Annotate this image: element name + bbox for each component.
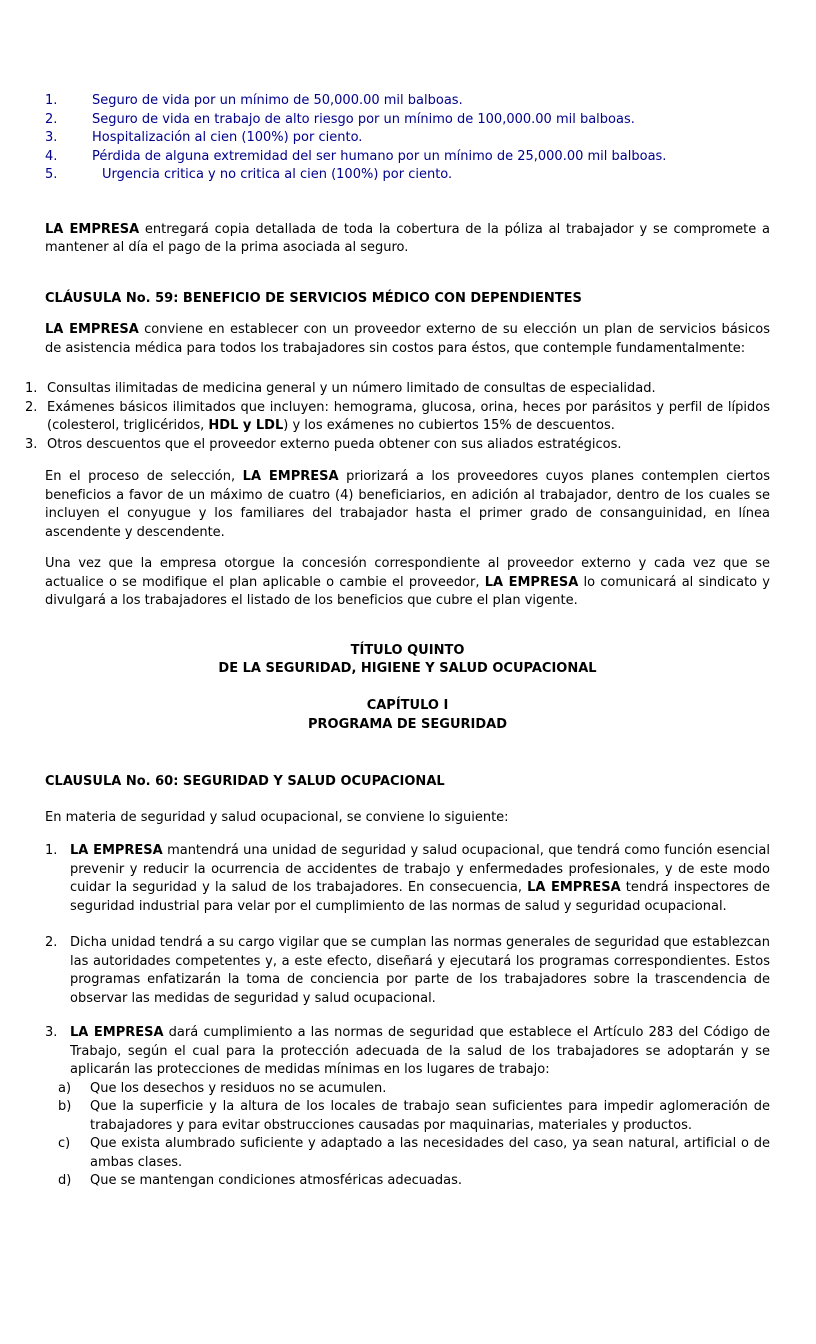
- list-item-text: Pérdida de alguna extremidad del ser humano por un mínimo de 25,000.00 mil balboas.: [92, 148, 667, 164]
- title-line: DE LA SEGURIDAD, HIGIENE Y SALUD OCUPACIONAL: [218, 661, 597, 676]
- list-item-text: Exámenes básicos ilimitados que incluyen: hemograma, glucosa, orina, heces por parásitos y perfil de lípidos (colesterol, triglicéridos, HDL y LDL) y los exámenes no cubiertos 15% de descuentos.: [47, 399, 770, 433]
- list-item-text: Dicha unidad tendrá a su cargo vigilar que se cumplan las normas generales de seguridad que establezcan las autoridades competentes y, a este efecto, diseñará y ejecutará los programas correspondientes. Estos programas enfatizarán la toma de conciencia por parte de los trabajadores sobre la trascendencia de observar las medidas de seguridad y salud ocupacional.: [70, 935, 770, 1006]
- clause-60-intro-paragraph: En materia de seguridad y salud ocupacional, se conviene lo siguiente:: [45, 809, 509, 825]
- list-item: [45, 111, 770, 130]
- list-item: [45, 842, 770, 916]
- list-item: [45, 934, 770, 1008]
- clause-59-heading: CLÁUSULA No. 59: BENEFICIO DE SERVICIOS MÉDICO CON DEPENDIENTES: [45, 290, 582, 306]
- sublist-item-text: Que la superficie y la altura de los locales de trabajo sean suficientes para impedir aglomeración de trabajadores y para evitar obstrucciones causadas por maquinarias, materiales y productos.: [90, 1099, 770, 1133]
- list-item-number: 4.: [45, 148, 58, 164]
- sublist-item-letter: d): [58, 1173, 72, 1188]
- safety-obligations-list: [45, 842, 770, 1191]
- list-item-text: Hospitalización al cien (100%) por ciento.: [92, 130, 363, 145]
- capitulo-block: [45, 697, 770, 734]
- list-item-text: Consultas ilimitadas de medicina general y un número limitado de consultas de especialidad.: [47, 381, 656, 396]
- list-item-number: 3.: [45, 130, 58, 145]
- list-item-text: Seguro de vida por un mínimo de 50,000.00 mil balboas.: [92, 93, 463, 108]
- list-item-number: 3.: [45, 1025, 58, 1040]
- provider-selection-paragraph: En el proceso de selección, LA EMPRESA priorizará a los proveedores cuyos planes contemplen ciertos beneficios a favor de un máximo de cuatro (4) beneficiarios, en adición al trabajador, dentro de los cuales se incluyen el conyugue y los familiares del trabajador hasta el primer grado de consanguinidad, en línea ascendente y descendente.: [45, 469, 770, 540]
- minimum-measures-sublist: [58, 1080, 770, 1191]
- list-item-text: Otros descuentos que el proveedor externo pueda obtener con sus aliados estratégicos.: [47, 436, 622, 452]
- list-item-text: LA EMPRESA mantendrá una unidad de seguridad y salud ocupacional, que tendrá como función esencial prevenir y reducir la ocurrencia de accidentes de trabajo y enfermedades profesionales, y de este modo cuidar la seguridad y la salud de los trabajadores. En consecuencia, LA EMPRESA tendrá inspectores de seguridad industrial para velar por el cumplimiento de las normas de salud y seguridad ocupacional.: [70, 843, 771, 914]
- medical-services-list: [25, 380, 770, 454]
- title-line: TÍTULO QUINTO: [350, 642, 465, 658]
- list-item: [45, 166, 770, 185]
- policy-delivery-paragraph: LA EMPRESA entregará copia detallada de toda la cobertura de la póliza al trabajador y se compromete a mantener al día el pago de la prima asociada al seguro.: [45, 221, 771, 255]
- list-item-number: 1.: [45, 93, 58, 108]
- list-item-number: 2.: [45, 111, 58, 127]
- list-item: [25, 380, 770, 399]
- sublist-item-letter: a): [58, 1080, 72, 1096]
- clause-59-intro-paragraph: LA EMPRESA conviene en establecer con un proveedor externo de su elección un plan de servicios básicos de asistencia médica para todos los trabajadores sin costos para éstos, que contemple fundamentalmente:: [45, 322, 771, 356]
- concession-paragraph: Una vez que la empresa otorgue la concesión correspondiente al proveedor externo y cada vez que se actualice o se modifique el plan aplicable o cambie el proveedor, LA EMPRESA lo comunicará al sindicato y divulgará a los trabajadores el listado de los beneficios que cubre el plan vigente.: [45, 556, 770, 608]
- sublist-item: [58, 1080, 770, 1099]
- sublist-item-text: Que los desechos y residuos no se acumulen.: [90, 1080, 387, 1096]
- clause-60-heading: CLAUSULA No. 60: SEGURIDAD Y SALUD OCUPACIONAL: [45, 774, 445, 789]
- sublist-item: [58, 1135, 770, 1172]
- chapter-line: PROGRAMA DE SEGURIDAD: [307, 716, 507, 732]
- list-item-number: 2.: [25, 399, 38, 415]
- title-quinto-block: [45, 642, 770, 679]
- sublist-item-text: Que se mantengan condiciones atmosféricas adecuadas.: [90, 1173, 463, 1188]
- sublist-item-text: Que exista alumbrado suficiente y adaptado a las necesidades del caso, ya sean natural, artificial o de ambas clases.: [90, 1136, 770, 1170]
- list-item: [45, 1024, 770, 1191]
- sublist-item-letter: c): [58, 1136, 71, 1151]
- list-item-number: 1.: [45, 843, 58, 858]
- sublist-item: [58, 1098, 770, 1135]
- list-item-body: [58, 1024, 771, 1191]
- list-item-number: 3.: [25, 436, 38, 452]
- insurance-coverage-list: [45, 92, 770, 185]
- list-item: [45, 92, 770, 111]
- sublist-item: [58, 1172, 770, 1191]
- list-item-text: Urgencia critica y no critica al cien (100%) por ciento.: [102, 167, 453, 182]
- list-item: [25, 436, 770, 455]
- list-item: [25, 399, 770, 436]
- list-item-number: 2.: [45, 935, 58, 950]
- sublist-item-letter: b): [58, 1099, 72, 1114]
- list-item-number: 5.: [45, 167, 58, 182]
- chapter-line: CAPÍTULO I: [366, 698, 449, 713]
- list-item-text: LA EMPRESA dará cumplimiento a las normas de seguridad que establece el Artículo 283 del Código de Trabajo, según el cual para la protección adecuada de la salud de los trabajadores se adoptarán y se aplicarán las protecciones de medidas mínimas en los lugares de trabajo:: [70, 1025, 771, 1077]
- list-item-number: 1.: [25, 381, 38, 396]
- list-item-text: Seguro de vida en trabajo de alto riesgo por un mínimo de 100,000.00 mil balboas.: [92, 111, 635, 127]
- list-item: [45, 129, 770, 148]
- list-item: [45, 148, 770, 167]
